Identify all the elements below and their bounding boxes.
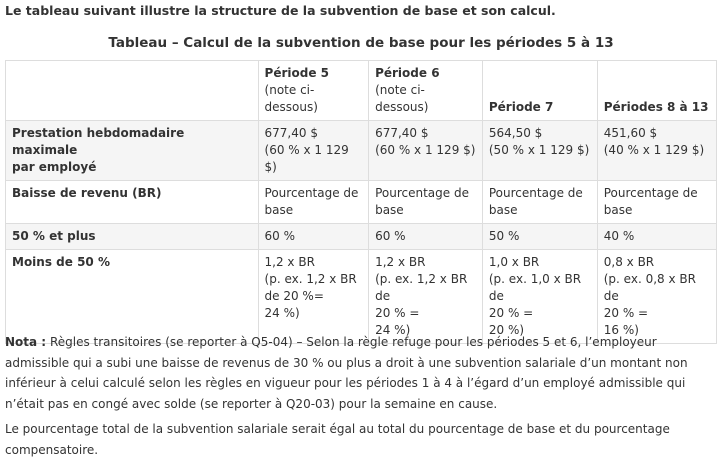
header-cell-empty xyxy=(6,61,259,121)
cell-line: Pourcentage de xyxy=(375,186,469,200)
table-row xyxy=(6,250,717,344)
note-text: Règles transitoires (se reporter à Q5-04) – Selon la règle refuge pour les périodes 5 et 6, l’employeur admissible qui a subi une baisse de revenus de 30 % ou plus a droit à une subvention salariale d’un montant non inférieur à celui calculé selon les règles en vigueur pour les périodes 1 à 4 à l’égard d’un employé admissible qui n’était pas en congé avec solde (se reporter à Q20-03) pour la semaine en cause. xyxy=(5,335,688,411)
header-period-5 xyxy=(258,61,369,121)
cell-line: (p. ex. 0,8 x BR de xyxy=(603,272,696,303)
cell-line: 0,8 x BR xyxy=(603,255,655,269)
cell-line: (40 % x 1 129 $) xyxy=(603,143,705,157)
cell-line: 60 % xyxy=(264,229,296,243)
cell-line: (60 % x 1 129 $) xyxy=(264,143,349,174)
header-title: Période 7 xyxy=(488,100,554,114)
total-paragraph: Le pourcentage total de la subvention salariale serait égal au total du pourcentage de base et du pourcentage compensatoire. xyxy=(5,422,670,457)
cell-line: 20 % = xyxy=(375,306,420,320)
cell-line: 1,2 x BR xyxy=(375,255,426,269)
table-cell xyxy=(482,181,597,224)
table-cell xyxy=(597,181,716,224)
header-period-6 xyxy=(369,61,483,121)
table-caption: Tableau – Calcul de la subvention de base pour les périodes 5 à 13 xyxy=(108,35,614,51)
cell-line: 60 % xyxy=(375,229,406,243)
cell-line: base xyxy=(264,203,294,217)
table-cell xyxy=(369,250,483,344)
cell-line: 50 % xyxy=(488,229,520,243)
row-label xyxy=(6,121,259,181)
cell-line: base xyxy=(488,203,518,217)
table-cell xyxy=(258,250,369,344)
cell-line: 24 %) xyxy=(264,306,300,320)
cell-line: 40 % xyxy=(603,229,635,243)
cell-line: 20 %) xyxy=(488,323,525,337)
table-cell xyxy=(597,121,716,181)
cell-line: (p. ex. 1,2 x BR de xyxy=(375,272,468,303)
header-sub: (note ci-dessous) xyxy=(375,83,429,114)
cell-line: (60 % x 1 129 $) xyxy=(375,143,476,157)
table-cell xyxy=(258,181,369,224)
header-periods-8-13 xyxy=(597,61,716,121)
cell-line: 20 % = xyxy=(603,306,649,320)
note-label: Nota : xyxy=(5,335,47,349)
header-sub: (note ci- xyxy=(264,83,315,97)
row-label xyxy=(6,224,259,250)
header-title: Période 6 xyxy=(375,66,440,80)
cell-line: 16 %) xyxy=(603,323,639,337)
header-title: Périodes 8 à 13 xyxy=(603,100,709,114)
intro-text: Le tableau suivant illustre la structure de la subvention de base et son calcul. xyxy=(5,3,556,18)
header-row xyxy=(6,61,717,121)
table-cell xyxy=(369,121,483,181)
cell-line: Pourcentage de xyxy=(603,186,698,200)
table-cell xyxy=(597,250,716,344)
cell-line: 20 % = xyxy=(488,306,534,320)
cell-line: (50 % x 1 129 $) xyxy=(488,143,590,157)
table-cell xyxy=(482,224,597,250)
cell-line: 1,0 x BR xyxy=(488,255,540,269)
cell-line: 451,60 $ xyxy=(603,126,658,140)
cell-line: 24 %) xyxy=(375,323,411,337)
row-label-line: 50 % et plus xyxy=(12,229,96,243)
table-cell xyxy=(482,121,597,181)
header-sub: dessous) xyxy=(264,100,318,114)
row-label-line: par employé xyxy=(12,160,97,174)
table-cell xyxy=(258,121,369,181)
row-label-line: Baisse de revenu (BR) xyxy=(12,186,162,200)
table-cell xyxy=(258,224,369,250)
table-row xyxy=(6,121,717,181)
cell-line: Pourcentage de xyxy=(264,186,359,200)
row-label-line: Moins de 50 % xyxy=(12,255,110,269)
row-label xyxy=(6,250,259,344)
table-cell xyxy=(369,181,483,224)
row-label-line: Prestation hebdomadaire maximale xyxy=(12,126,185,157)
cell-line: 677,40 $ xyxy=(375,126,429,140)
cell-line: 1,2 x BR xyxy=(264,255,315,269)
cell-line: (p. ex. 1,2 x BR xyxy=(264,272,357,286)
table-cell xyxy=(369,224,483,250)
table-cell xyxy=(482,250,597,344)
header-title: Période 5 xyxy=(264,66,329,80)
row-label xyxy=(6,181,259,224)
header-period-7 xyxy=(482,61,597,121)
cell-line: 677,40 $ xyxy=(264,126,318,140)
cell-line: base xyxy=(375,203,404,217)
note-paragraph xyxy=(5,332,713,414)
subsidy-table xyxy=(5,60,717,344)
table-row xyxy=(6,181,717,224)
cell-line: de 20 %= xyxy=(264,289,324,303)
cell-line: Pourcentage de xyxy=(488,186,583,200)
table-cell xyxy=(597,224,716,250)
table-row xyxy=(6,224,717,250)
cell-line: base xyxy=(603,203,633,217)
cell-line: 564,50 $ xyxy=(488,126,543,140)
cell-line: (p. ex. 1,0 x BR de xyxy=(488,272,582,303)
